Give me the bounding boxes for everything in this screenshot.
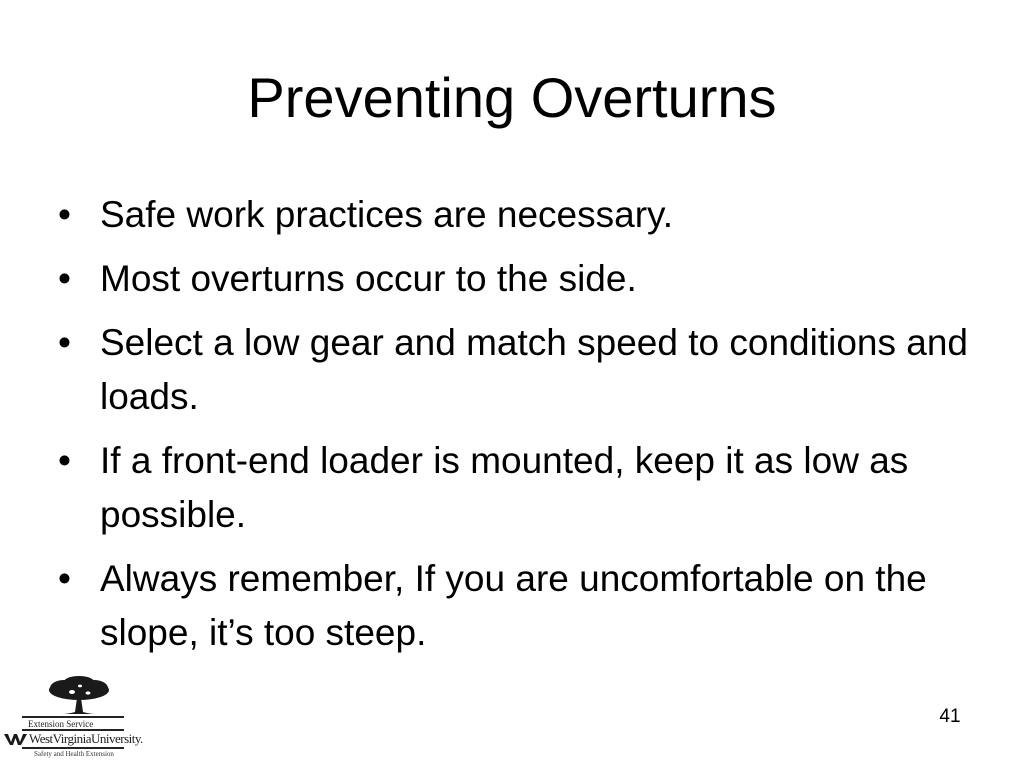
logo-extension-service: Extension Service	[28, 719, 94, 729]
logo-divider	[22, 716, 124, 718]
bullet-icon: •	[58, 322, 71, 363]
bullet-item	[56, 188, 976, 242]
bullet-item	[56, 252, 976, 306]
wvu-extension-logo	[4, 676, 144, 762]
bullet-item	[56, 552, 976, 660]
wv-mark-icon	[4, 732, 30, 746]
bullet-icon: •	[58, 258, 71, 299]
bullet-text: Most overturns occur to the side.	[100, 258, 637, 299]
bullet-icon: •	[58, 558, 71, 599]
bullet-icon: •	[58, 440, 71, 481]
tree-icon	[44, 676, 114, 716]
bullet-text: Always remember, If you are uncomfortable on the slope, it’s too steep.	[100, 558, 927, 653]
slide-title: Preventing Overturns	[247, 66, 777, 129]
bullet-item	[56, 316, 976, 424]
bullet-list	[56, 188, 976, 670]
bullet-icon: •	[58, 194, 71, 235]
logo-divider	[22, 747, 124, 749]
bullet-text: Safe work practices are necessary.	[100, 194, 674, 235]
bullet-text: Select a low gear and match speed to conditions and loads.	[100, 322, 969, 417]
page-number: 41	[939, 706, 961, 727]
logo-subtitle: Safety and Health Extension	[34, 750, 114, 758]
bullet-item	[56, 434, 976, 542]
logo-university-name: WestVirginiaUniversity.	[29, 731, 143, 746]
bullet-text: If a front-end loader is mounted, keep it as low as possible.	[100, 440, 909, 535]
